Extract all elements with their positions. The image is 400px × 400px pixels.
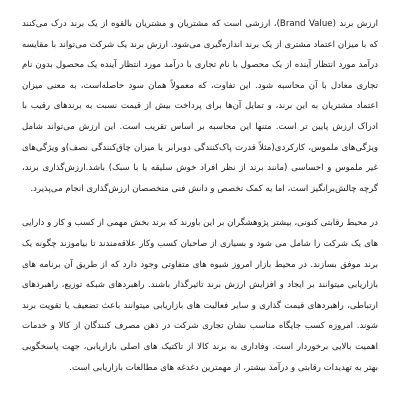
paragraph-brand-value: ارزش برند (Brand Value)، ارزشی است که مشتریان و مشتریان بالقوه از یک برند درک می‌کنند که با میزان اعتماد مشتری از یک برند اندازه‌گیری می‌شود. ارزش برند یک شرکت می‌تواند با مقایسه درآمد مورد انتظار آینده از یک محصول با نام تجاری با درآمد مورد انتظار آینده یک محصول بدون نام تجاری معادل با آن محاسبه شود. این تفاوت، که معمولاً همان سود حاصله‌است، به معنی میزان اعتماد مشتریان به این برند، و تمایل آن‌ها برای پرداخت بیش از قیمت نسبت به برندهای رقیب با ادراک ارزش پایین تر است. متنها این محاسبه بر اساس تقریب است. این ارزش می‌تواند شامل ویژگی‌های ملموس، کارکردی(مثلاً قدرت پاک‌کنندگی دوبرابر یا میزان چاق‌کنندگی نصف)و ویژگی‌های غیر ملموس و احساسی (مانند برند از نظر افراد خوش سلیقه یا با سبک) باشد.ارزش‌گذاری برند، گرچه چالش‌برانگیز است، اما به کمک تخصص و دانش فنی متخصصان ارزش‌گذاری انجام می‌پذیرد. [22,19,378,194]
paragraph-competitive-environment: در محیط رقابتی کنونی، بیشتر پژوهشگران بر این باورند که برند بخش مهمی از کسب و کار و دارایی های یک شرکت را شامل می شود و بسیاری از صاحبان کسب وکار علاقه‌مندند تا بیاموزند چگونه یک برند موفق بسازند. در محیط بازار امروز شیوه های متفاوتی وجود دارد که از طریق آن برنامه های بازاریابی میتوانند بر ایجاد و افزایش ارزش برند تاثیرگذار باشند. راهبردهای شبکه توزیع، راهبردهای ارتباطی، راهبردهای قیمت گذاری و سایر فعالیت های بازاریابی میتوانند باعث تضعیف یا تقویت برند شوند. امروزه کسب جایگاه مناسب نشان تجاری شرکت در ذهن مصرف کنندگان از کالا و خدمات اهمیت بالایی برخوردار است. وفاداری به برند کالا از تاکتیک های اصلی بازاریابی، جهت پاسخگویی بهتر به تهدیدات رقابتی و درآمد بیشتر، از مهمترین دغدغه های مطالعات بازاریابی است. [22,218,378,373]
